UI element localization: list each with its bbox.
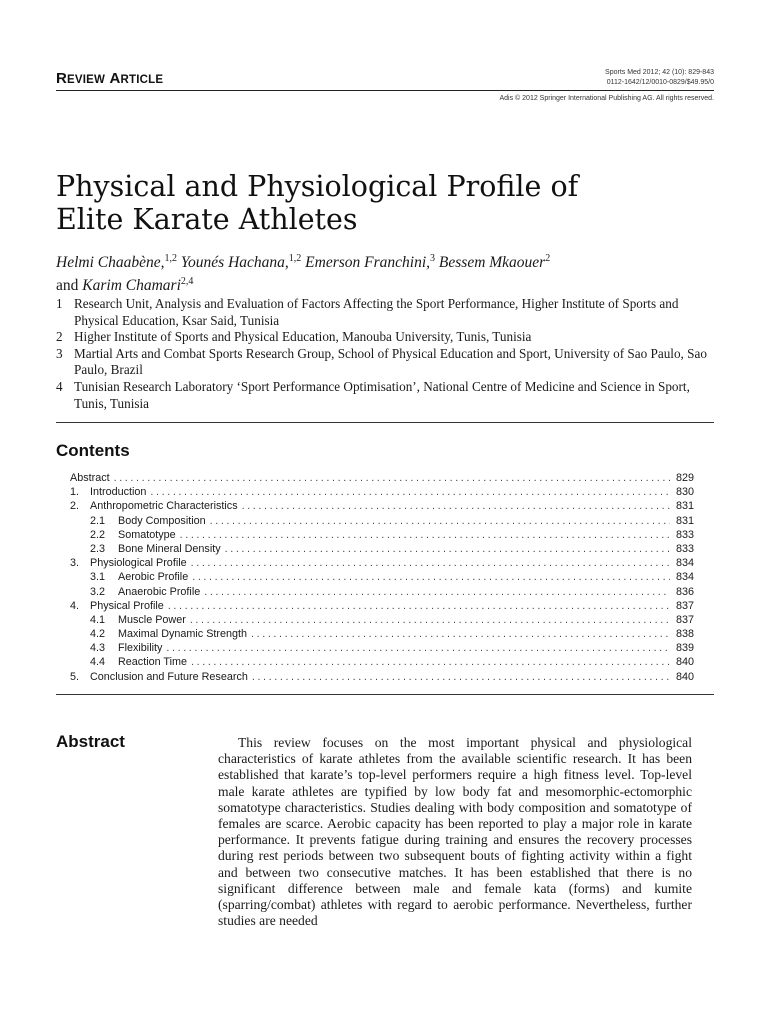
toc-entry[interactable] xyxy=(70,599,694,613)
toc-entry-label: Aerobic Profile xyxy=(118,571,189,584)
abstract-paragraph: This review focuses on the most important physical and physiological characteristics of karate athletes from the available scientific research. It has been established that karate’s top-level performers require a high fitness level. Top-level male karate athletes are typified by low body fat and mesomorphic-ectomorphic somatotype characteristics. Studies dealing with body composition and somatotype of females are scarce. Aerobic capacity has been reported to play a major role in karate performance. It prevents fatigue during training and ensures the recovery processes during rest periods between two subsequent bouts of fighting activity within a fight and between two consecutive matches. It has been established that there is no significant difference between male and female kata (forms) and kumite (sparring/combat) athletes with regard to aerobic performance. Nevertheless, further studies are needed xyxy=(218,735,692,929)
toc-entry[interactable] xyxy=(70,670,694,684)
toc-entry-page: 837 xyxy=(675,599,694,612)
toc-entry-label: Flexibility xyxy=(118,642,163,655)
article-type-initial: R xyxy=(56,70,68,87)
toc-entry-label: Bone Mineral Density xyxy=(118,542,221,555)
toc-entry-page: 840 xyxy=(675,670,694,683)
affiliation-list xyxy=(56,296,714,412)
toc-entry[interactable] xyxy=(70,542,694,556)
contents-top-rule xyxy=(56,422,714,423)
toc-entry-number: 4.1 xyxy=(90,613,106,626)
author-name: Younés Hachana, xyxy=(180,254,289,272)
author-name: Emerson Franchini, xyxy=(305,254,431,272)
journal-citation xyxy=(605,68,714,87)
toc-entry[interactable] xyxy=(70,613,694,627)
copyright-notice: Adis © 2012 Springer International Publishing AG. All rights reserved. xyxy=(499,95,714,102)
toc-entry-number: 3.1 xyxy=(90,571,106,584)
journal-issn-line: 0112-1642/12/0010-0829/$49.95/0 xyxy=(606,78,714,86)
toc-entry[interactable] xyxy=(70,627,694,641)
toc-entry-label: Physiological Profile xyxy=(90,557,187,570)
toc-entry-number: 1. xyxy=(70,486,80,499)
toc-entry-page: 837 xyxy=(675,613,694,626)
article-type-label xyxy=(56,70,163,87)
author-affiliation-ref: 1,2 xyxy=(288,253,302,264)
toc-entry-page: 831 xyxy=(675,514,694,527)
toc-leader-dots xyxy=(168,599,670,613)
affiliation-number: 1 xyxy=(56,296,63,311)
affiliation-number: 4 xyxy=(56,378,63,394)
paper-title xyxy=(56,170,696,236)
author-name: Karim Chamari xyxy=(82,277,181,295)
toc-entry-label: Physical Profile xyxy=(90,599,164,612)
paper-title-line: Physical and Physiological Profile of xyxy=(56,170,579,203)
affiliation-text: Research Unit, Analysis and Evaluation of Factors Affecting the Sport Performance, Higher Institute of Sports and Physical Education, Ksar Said, Tunisia xyxy=(74,296,679,328)
affiliation-number: 2 xyxy=(56,329,63,345)
affiliation-item xyxy=(56,329,714,346)
toc-leader-dots xyxy=(191,556,670,570)
affiliation-text: Martial Arts and Combat Sports Research Group, School of Physical Education and Sport, University of Sao Paulo, Sao Paulo, Brazil xyxy=(74,345,707,378)
author-affiliation-ref: 2,4 xyxy=(180,276,194,288)
toc-entry[interactable] xyxy=(70,556,694,570)
toc-entry-page: 836 xyxy=(675,585,694,598)
author-name: Helmi Chaabène, xyxy=(56,254,165,272)
toc-entry[interactable] xyxy=(70,499,694,513)
author-name: Bessem Mkaouer xyxy=(438,254,546,272)
affiliation-text: Higher Institute of Sports and Physical Education, Manouba University, Tunis, Tunisia xyxy=(74,329,532,345)
toc-leader-dots xyxy=(192,570,670,584)
toc-leader-dots xyxy=(225,542,670,556)
toc-leader-dots xyxy=(191,655,670,669)
toc-leader-dots xyxy=(114,471,670,485)
toc-entry-page: 833 xyxy=(675,542,694,555)
toc-entry-page: 830 xyxy=(675,486,694,499)
affiliation-item xyxy=(56,346,714,379)
article-type-rest: EVIEW xyxy=(67,74,106,86)
toc-entry[interactable] xyxy=(70,471,694,485)
toc-entry-number: 2.1 xyxy=(90,514,106,527)
toc-entry-label: Muscle Power xyxy=(118,613,186,626)
toc-entry-label: Anthropometric Characteristics xyxy=(90,500,238,513)
table-of-contents xyxy=(70,471,694,684)
contents-heading: Contents xyxy=(56,441,130,460)
toc-entry[interactable] xyxy=(70,585,694,599)
journal-citation-line: Sports Med 2012; 42 (10): 829-843 xyxy=(605,69,714,76)
toc-entry-label: Maximal Dynamic Strength xyxy=(118,628,248,641)
toc-entry-number: 5. xyxy=(70,670,80,683)
toc-entry-page: 833 xyxy=(675,528,694,541)
contents-bottom-rule xyxy=(56,694,714,695)
toc-entry-page: 831 xyxy=(675,500,694,513)
toc-leader-dots xyxy=(166,641,670,655)
toc-entry-number: 4.2 xyxy=(90,628,106,641)
abstract-heading: Abstract xyxy=(56,732,125,751)
toc-entry-label: Conclusion and Future Research xyxy=(90,670,248,683)
toc-entry-page: 838 xyxy=(675,628,694,641)
toc-leader-dots xyxy=(252,670,670,684)
toc-entry-label: Somatotype xyxy=(118,528,176,541)
toc-entry[interactable] xyxy=(70,485,694,499)
toc-entry-page: 834 xyxy=(675,557,694,570)
toc-entry[interactable] xyxy=(70,514,694,528)
abstract-body xyxy=(218,735,692,929)
toc-entry-label: Body Composition xyxy=(118,514,206,527)
affiliation-number: 3 xyxy=(56,345,63,361)
toc-entry-page: 840 xyxy=(675,656,694,669)
toc-leader-dots xyxy=(180,528,670,542)
toc-entry-number: 3. xyxy=(70,557,80,570)
toc-entry-label: Anaerobic Profile xyxy=(118,585,201,598)
toc-entry-number: 3.2 xyxy=(90,585,106,598)
toc-leader-dots xyxy=(190,613,670,627)
author-list xyxy=(56,249,716,295)
toc-entry[interactable] xyxy=(70,528,694,542)
toc-entry-number: 4. xyxy=(70,599,80,612)
author-affiliation-ref: 3 xyxy=(430,253,436,264)
toc-leader-dots xyxy=(210,514,670,528)
toc-leader-dots xyxy=(150,485,670,499)
affiliation-item xyxy=(56,296,714,329)
toc-entry-page: 834 xyxy=(675,571,694,584)
header-rule xyxy=(56,90,714,91)
toc-entry-number: 4.4 xyxy=(90,656,106,669)
toc-entry[interactable] xyxy=(70,570,694,584)
toc-entry-label: Abstract xyxy=(70,472,110,484)
affiliation-item xyxy=(56,379,714,412)
article-type-initial-2: A xyxy=(109,70,121,87)
toc-leader-dots xyxy=(242,499,670,513)
toc-leader-dots xyxy=(204,585,670,599)
toc-entry-page: 829 xyxy=(675,472,694,484)
toc-leader-dots xyxy=(251,627,670,641)
toc-entry-number: 2.2 xyxy=(90,528,106,541)
toc-entry-label: Introduction xyxy=(90,486,147,499)
article-type-rest-2: RTICLE xyxy=(120,74,164,86)
author-affiliation-ref: 2 xyxy=(545,253,551,264)
toc-entry[interactable] xyxy=(70,641,694,655)
author-affiliation-ref: 1,2 xyxy=(164,253,177,264)
toc-entry-number: 2. xyxy=(70,500,80,513)
author-conjunction: and xyxy=(56,277,79,295)
affiliation-text: Tunisian Research Laboratory ‘Sport Performance Optimisation’, National Centre of Medicine and Science in Sport, Tunis, Tunisia xyxy=(74,378,690,411)
toc-entry-page: 839 xyxy=(675,642,694,655)
paper-title-line: Elite Karate Athletes xyxy=(56,203,358,236)
toc-entry-number: 2.3 xyxy=(90,542,106,555)
toc-entry-label: Reaction Time xyxy=(118,656,188,669)
toc-entry[interactable] xyxy=(70,655,694,669)
toc-entry-number: 4.3 xyxy=(90,642,106,655)
